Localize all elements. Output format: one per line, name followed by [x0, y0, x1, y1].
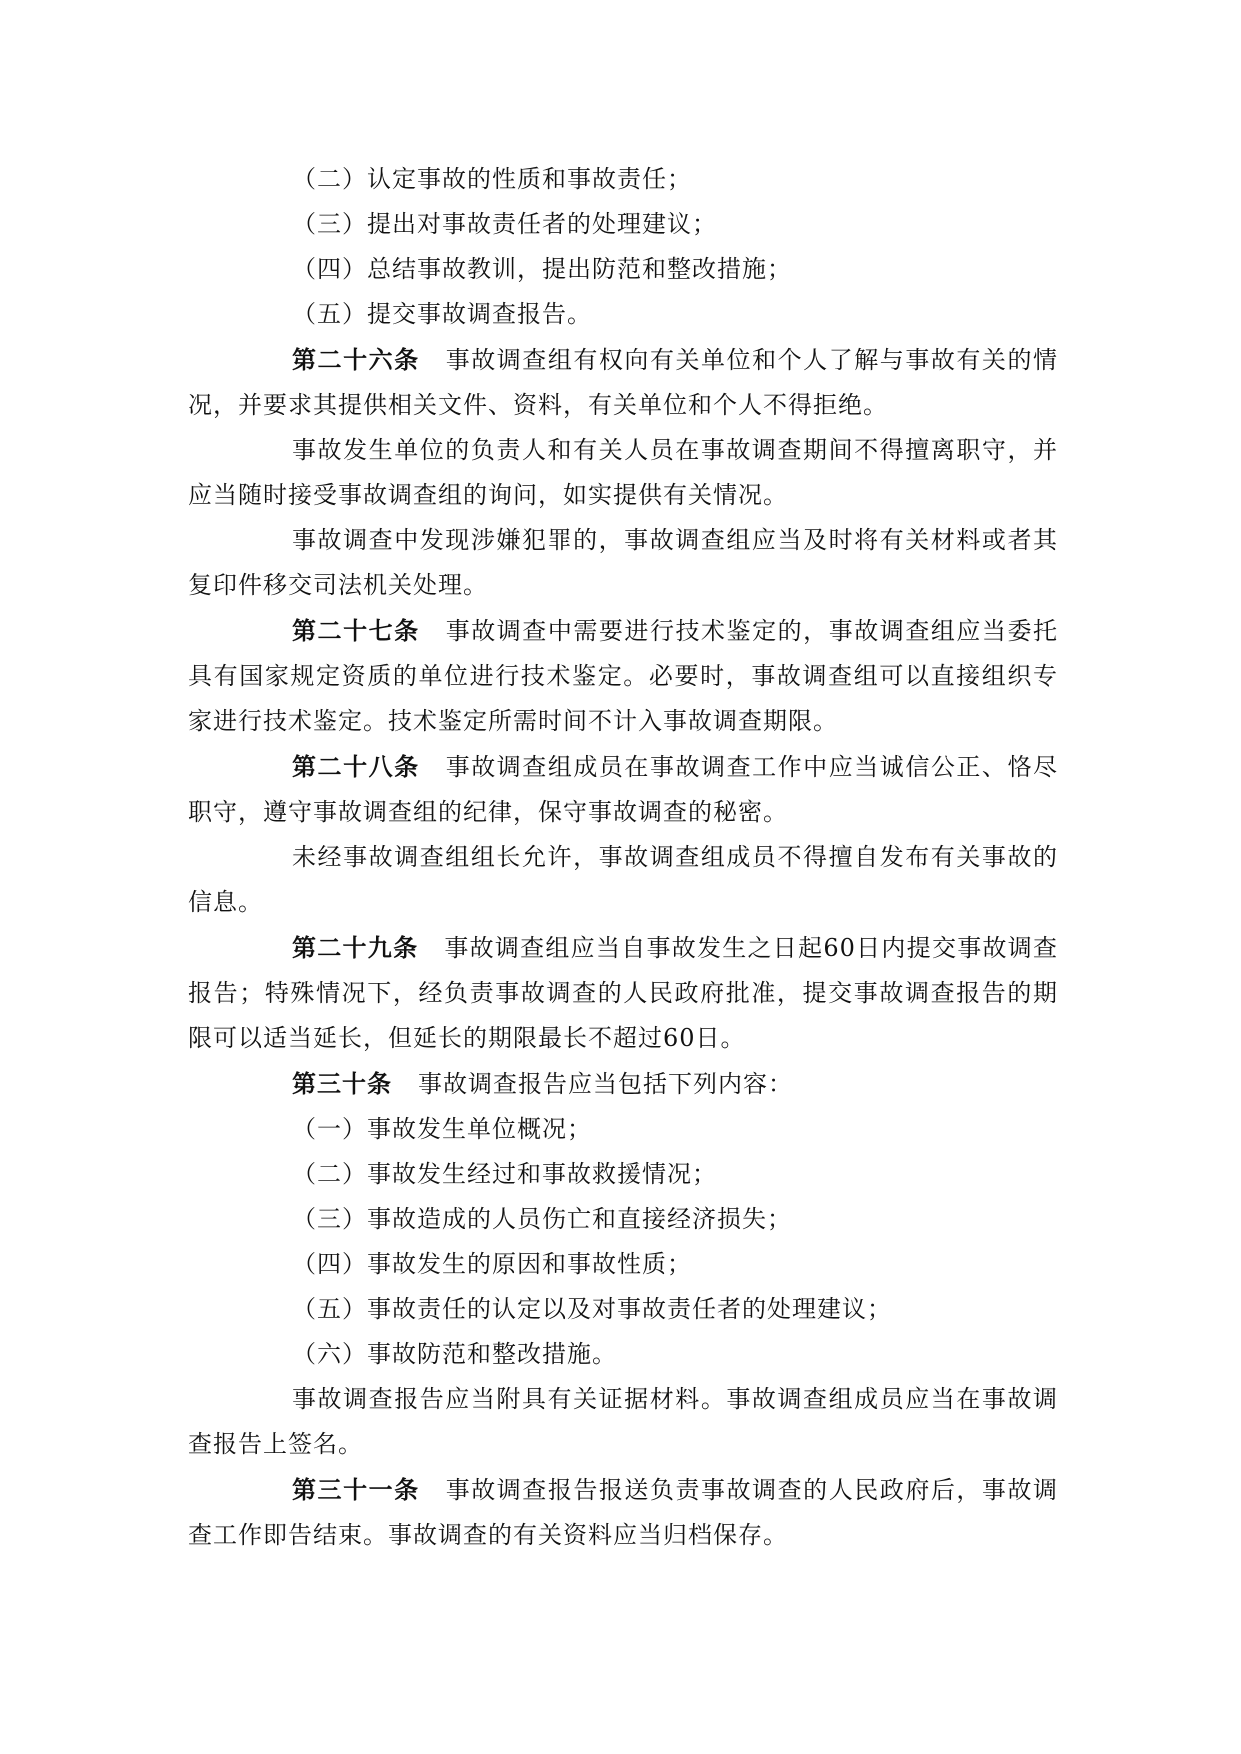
list-item: （六）事故防范和整改措施。 — [292, 1340, 617, 1368]
article-30 — [188, 1061, 1058, 1107]
list-item: （五）提交事故调查报告。 — [292, 300, 592, 328]
article-label: 第二十九条 — [292, 933, 419, 962]
article-text: 事故调查组应当自事故发生之日起60日内提交事故调查报告；特殊情况下，经负责事故调查的人民政府批准，提交事故调查报告的期限可以适当延长，但延长的期限最长不超过60日。 — [188, 934, 1059, 1052]
article-28 — [188, 744, 1058, 835]
article-text: 事故调查组有权向有关单位和个人了解与事故有关的情况，并要求其提供相关文件、资料，有关单位和个人不得拒绝。 — [188, 346, 1059, 419]
article-26-paragraph-3: 事故调查中发现涉嫌犯罪的，事故调查组应当及时将有关材料或者其复印件移交司法机关处理。 — [188, 526, 1058, 599]
article-26-paragraph-2: 事故发生单位的负责人和有关人员在事故调查期间不得擅离职守，并应当随时接受事故调查组的询问，如实提供有关情况。 — [188, 436, 1058, 509]
list-item: （三）提出对事故责任者的处理建议； — [292, 210, 717, 238]
article-29 — [188, 925, 1058, 1061]
article-31 — [188, 1467, 1058, 1558]
list-item: （三）事故造成的人员伤亡和直接经济损失； — [292, 1205, 792, 1233]
list-item: （二）事故发生经过和事故救援情况； — [292, 1160, 717, 1188]
article-label: 第三十条 — [292, 1069, 392, 1098]
list-item: （二）认定事故的性质和事故责任； — [292, 165, 692, 193]
article-label: 第二十八条 — [292, 752, 420, 781]
document-body — [188, 157, 1058, 1558]
article-28-paragraph-2: 未经事故调查组组长允许，事故调查组成员不得擅自发布有关事故的信息。 — [188, 843, 1058, 916]
article-text: 事故调查报告应当包括下列内容： — [418, 1070, 793, 1098]
article-30-paragraph-2: 事故调查报告应当附具有关证据材料。事故调查组成员应当在事故调查报告上签名。 — [188, 1385, 1058, 1458]
article-text: 事故调查报告报送负责事故调查的人民政府后，事故调查工作即告结束。事故调查的有关资料应当归档保存。 — [188, 1476, 1059, 1549]
article-label: 第二十七条 — [292, 616, 420, 645]
article-label: 第二十六条 — [292, 345, 420, 374]
list-item: （四）事故发生的原因和事故性质； — [292, 1250, 692, 1278]
list-item: （四）总结事故教训，提出防范和整改措施； — [292, 255, 792, 283]
article-26 — [188, 337, 1058, 428]
article-text: 事故调查中需要进行技术鉴定的，事故调查组应当委托具有国家规定资质的单位进行技术鉴定。必要时，事故调查组可以直接组织专家进行技术鉴定。技术鉴定所需时间不计入事故调查期限。 — [188, 617, 1059, 735]
list-item: （一）事故发生单位概况； — [292, 1115, 592, 1143]
article-text: 事故调查组成员在事故调查工作中应当诚信公正、恪尽职守，遵守事故调查组的纪律，保守事故调查的秘密。 — [188, 753, 1059, 826]
article-27 — [188, 608, 1058, 744]
list-item: （五）事故责任的认定以及对事故责任者的处理建议； — [292, 1295, 892, 1323]
article-label: 第三十一条 — [292, 1475, 420, 1504]
